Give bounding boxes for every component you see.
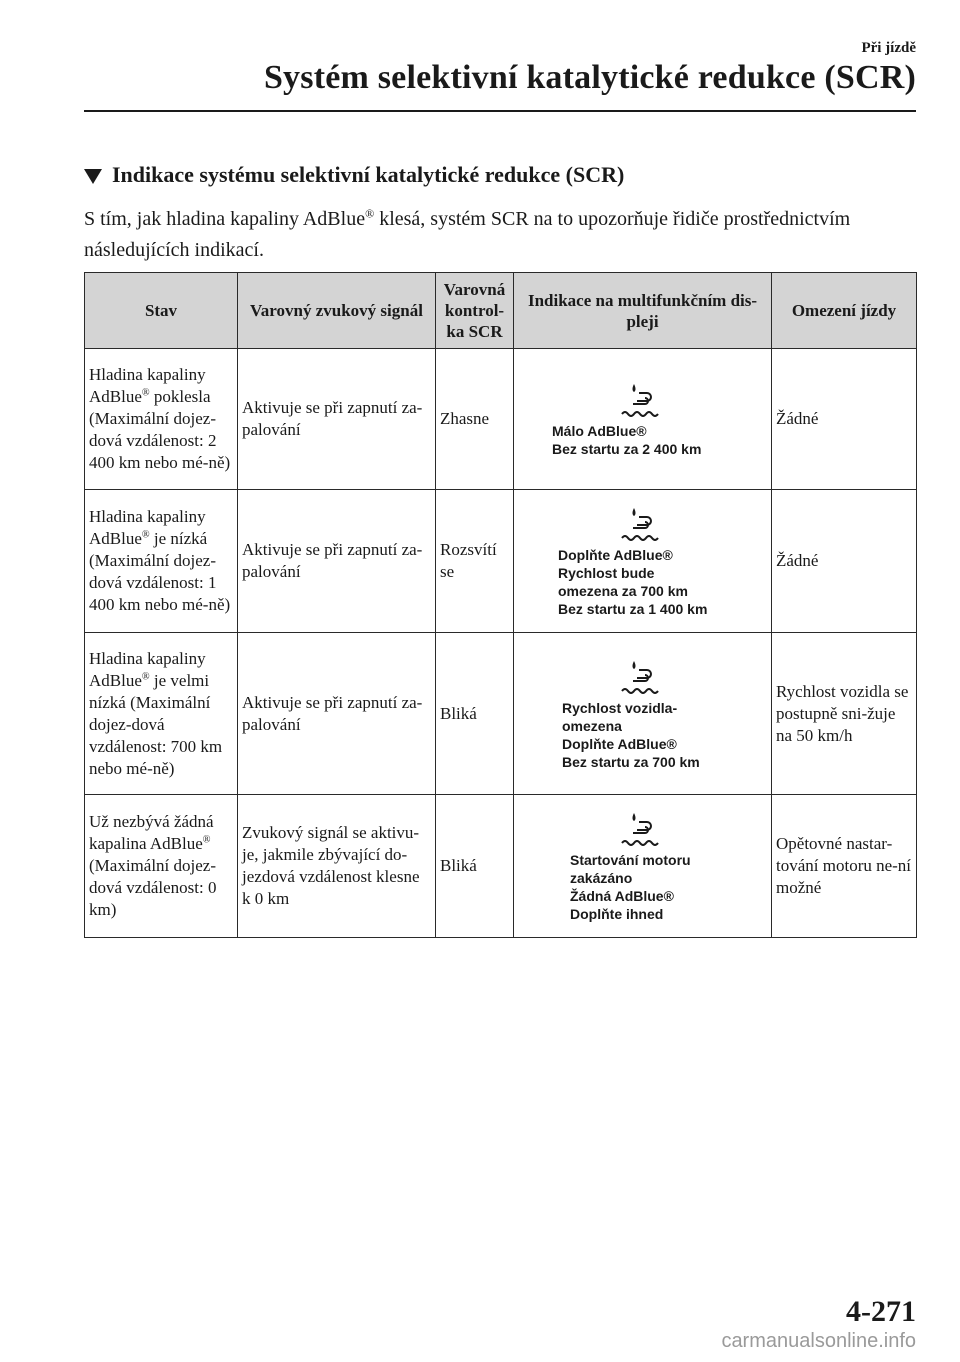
- page-title: Systém selektivní katalytické redukce (SCR): [263, 59, 916, 96]
- adblue-level-icon: [518, 504, 767, 544]
- restriction-cell: Rychlost vozidla se postupně sni-žuje na 50 km/h: [772, 633, 917, 795]
- status-cell: Hladina kapaliny AdBlue® poklesla (Maximální dojez-dová vzdálenost: 2 400 km nebo mé-ně): [85, 349, 238, 490]
- display-cell: [514, 349, 772, 490]
- intro-paragraph: [84, 204, 904, 266]
- watermark: carmanualsonline.info: [721, 1330, 916, 1352]
- display-line: Doplňte AdBlue®: [558, 547, 673, 563]
- adblue-level-icon: [518, 657, 767, 697]
- buzzer-cell: Aktivuje se při zapnutí za-palování: [238, 490, 436, 633]
- intro-text-start: S tím, jak hladina kapaliny AdBlue: [84, 208, 366, 230]
- page-header: [264, 40, 916, 97]
- display-line: Bez startu za 700 km: [562, 753, 700, 770]
- display-cell: [514, 633, 772, 795]
- table-row: [85, 490, 917, 633]
- display-line: Doplňte AdBlue®: [562, 735, 677, 752]
- indication-table: [84, 272, 917, 938]
- restriction-cell: Opětovné nastar-tování motoru ne-ní možné: [772, 795, 917, 938]
- section-heading-text: Indikace systému selektivní katalytické redukce (SCR): [112, 162, 625, 187]
- display-message: [518, 657, 767, 771]
- intro-text-end: klesá, systém SCR na to upozorňuje řidiče prostřednictvím následujících indikací.: [84, 208, 851, 261]
- display-line: Málo AdBlue®: [552, 423, 647, 439]
- table-header-row: [85, 273, 917, 349]
- display-message: [518, 380, 767, 458]
- header-restriction: Omezení jízdy: [772, 273, 917, 349]
- header-display: Indikace na multifunkčním dis-pleji: [514, 273, 772, 349]
- header-warning-light: Varovná kontrol-ka SCR: [436, 273, 514, 349]
- display-line: omezena za 700 km: [558, 583, 688, 599]
- buzzer-cell: Aktivuje se při zapnutí za-palování: [238, 349, 436, 490]
- status-cell: Už nezbývá žádná kapalina AdBlue® (Maximální dojez-dová vzdálenost: 0 km): [85, 795, 238, 938]
- warning-light-cell: Zhasne: [436, 349, 514, 490]
- warning-light-cell: Rozsvítí se: [436, 490, 514, 633]
- table-row: [85, 633, 917, 795]
- registered-mark: ®: [365, 206, 375, 221]
- adblue-level-icon: [518, 380, 767, 420]
- warning-light-cell: Bliká: [436, 795, 514, 938]
- display-line: Rychlost vozidla-: [562, 699, 678, 716]
- chapter-label: Při jízdě: [861, 40, 916, 56]
- buzzer-cell: Zvukový signál se aktivu-je, jakmile zbývající do-jezdová vzdálenost klesne k 0 km: [238, 795, 436, 938]
- restriction-cell: Žádné: [772, 490, 917, 633]
- table-row: [85, 349, 917, 490]
- warning-light-cell: Bliká: [436, 633, 514, 795]
- section-heading: [84, 162, 624, 188]
- header-buzzer: Varovný zvukový signál: [238, 273, 436, 349]
- display-line: Startování motoru: [570, 852, 691, 868]
- buzzer-cell: Aktivuje se při zapnutí za-palování: [238, 633, 436, 795]
- display-message: [518, 504, 767, 618]
- display-line: Rychlost bude: [558, 565, 655, 581]
- display-line: Bez startu za 2 400 km: [552, 441, 702, 457]
- adblue-level-icon: [518, 809, 767, 849]
- display-line: Doplňte ihned: [570, 906, 664, 922]
- page-number: 4-271: [846, 1295, 916, 1328]
- display-message: [518, 809, 767, 923]
- display-line: omezena: [562, 717, 622, 734]
- display-cell: [514, 490, 772, 633]
- display-line: zakázáno: [570, 870, 633, 886]
- triangle-bullet-icon: [84, 169, 102, 184]
- status-cell: Hladina kapaliny AdBlue® je velmi nízká (Maximální dojez-dová vzdálenost: 700 km nebo mé-ně): [85, 633, 238, 795]
- header-status: Stav: [85, 273, 238, 349]
- table-row: [85, 795, 917, 938]
- display-line: Bez startu za 1 400 km: [558, 601, 708, 617]
- display-cell: [514, 795, 772, 938]
- display-line: Žádná AdBlue®: [570, 888, 674, 904]
- restriction-cell: Žádné: [772, 349, 917, 490]
- header-divider: [84, 110, 916, 112]
- status-cell: Hladina kapaliny AdBlue® je nízká (Maximální dojez-dová vzdálenost: 1 400 km nebo mé-ně): [85, 490, 238, 633]
